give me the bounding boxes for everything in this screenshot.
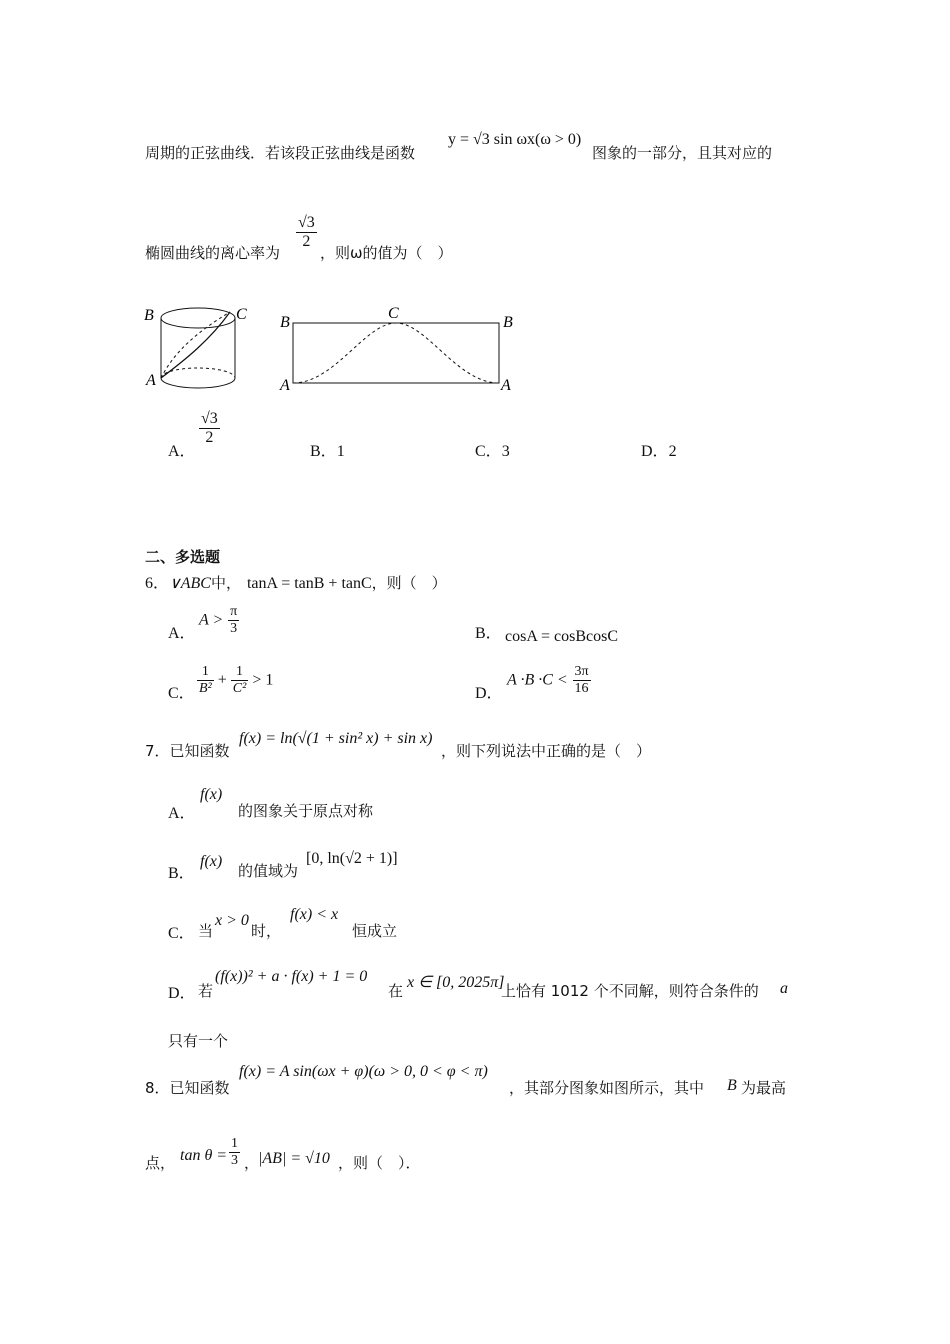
q7-optD-expr1: (f(x))² + a · f(x) + 1 = 0 bbox=[215, 968, 368, 985]
q6-optC bbox=[197, 664, 273, 697]
q7-optD-var: a bbox=[780, 980, 788, 997]
q7-stem-prefix: 7．已知函数 bbox=[145, 742, 230, 760]
q5-option-A-num: √3 bbox=[199, 410, 220, 429]
q8-stem-var: B bbox=[727, 1077, 737, 1094]
q5-option-C-label: C． bbox=[475, 443, 502, 460]
q7-optB-label: B． bbox=[168, 865, 195, 882]
q5-option-D-value: 2 bbox=[668, 443, 677, 460]
q6-optC-num2: 1 bbox=[231, 664, 249, 681]
q7-optB-range: [0, ln(√2 + 1)] bbox=[306, 850, 398, 867]
q6-optD-den: 16 bbox=[574, 681, 589, 697]
q5-option-A-label: A． bbox=[168, 443, 196, 460]
q7-optD-text3: 上恰有 1012 个不同解，则符合条件的 bbox=[501, 982, 759, 1000]
q8-ab-expr: |AB| = √10 bbox=[258, 1150, 330, 1167]
q6-optC-den2: C² bbox=[232, 681, 247, 697]
cyl-label-A: A bbox=[146, 372, 156, 389]
q5-option-B bbox=[310, 438, 345, 461]
section-heading: 二、多选题 bbox=[145, 548, 221, 566]
q6-optD-label: D． bbox=[475, 685, 503, 702]
q6-optC-plus: + bbox=[217, 671, 227, 689]
q6-optD bbox=[507, 664, 591, 697]
q5-option-B-value: 1 bbox=[336, 443, 345, 460]
q5-option-C bbox=[475, 438, 510, 461]
q6-optC-rest: > 1 bbox=[252, 671, 274, 689]
q8-tan-den: 3 bbox=[231, 1153, 238, 1169]
q6-optA-den: 3 bbox=[230, 621, 238, 637]
q5-ecc-num: √3 bbox=[296, 214, 317, 233]
cyl-label-B: B bbox=[144, 307, 154, 324]
q5-option-B-label: B． bbox=[310, 443, 337, 460]
q8-tan-fraction bbox=[229, 1136, 240, 1169]
q7-optA-expr: f(x) bbox=[200, 786, 223, 803]
rect-label-B-right: B bbox=[503, 314, 513, 331]
q8-stem-suffix2: 为最高 bbox=[741, 1079, 787, 1097]
q6-number: 6． bbox=[145, 575, 170, 592]
q8-comma: ， bbox=[244, 1154, 260, 1172]
q8-line2-suffix: ，则（ ）． bbox=[338, 1154, 421, 1172]
q7-optA-text: 的图象关于原点对称 bbox=[238, 802, 374, 820]
cylinder-figure bbox=[140, 300, 260, 395]
q6-optC-label: C． bbox=[168, 685, 195, 702]
q6-stem-suffix: ，则（ ） bbox=[371, 574, 447, 592]
rect-label-A-right: A bbox=[501, 377, 511, 394]
q5-line2-suffix: ，则ω的值为（ ） bbox=[320, 244, 453, 262]
q6-optD-expr: A ·B ·C < bbox=[507, 671, 568, 689]
q7-optD-label: D． bbox=[168, 985, 196, 1002]
rect-label-C: C bbox=[388, 305, 399, 322]
q7-optC-label: C． bbox=[168, 925, 195, 942]
q5-option-A-den: 2 bbox=[205, 429, 214, 447]
q8-stem-prefix: 8．已知函数 bbox=[145, 1079, 230, 1097]
q7-optA-label: A． bbox=[168, 805, 196, 822]
q5-ecc-den: 2 bbox=[302, 233, 311, 251]
q7-optD-line2: 只有一个 bbox=[168, 1032, 229, 1050]
rect-label-B-left: B bbox=[280, 314, 290, 331]
q5-option-D bbox=[641, 438, 677, 461]
q7-optC-text1: 当 bbox=[198, 922, 214, 940]
q5-line1-formula: y = √3 sin ωx(ω > 0) bbox=[448, 131, 582, 148]
q6-optC-den1: B² bbox=[199, 681, 212, 697]
q6-optA-expr: A > bbox=[199, 611, 224, 629]
q7-optB-expr: f(x) bbox=[200, 853, 223, 870]
q5-line1-suffix: 图象的一部分，且其对应的 bbox=[592, 144, 773, 162]
q6-stem-formula: tanA = tanB + tanC bbox=[246, 575, 372, 592]
q8-stem-suffix1: ，其部分图象如图所示，其中 bbox=[509, 1079, 705, 1097]
q5-option-A-value bbox=[199, 410, 220, 448]
q8-tan-expr: tan θ = bbox=[180, 1147, 228, 1164]
cyl-label-C: C bbox=[236, 306, 247, 323]
rect-label-A-left: A bbox=[280, 377, 290, 394]
q6-triangle: ∨ABC bbox=[169, 575, 211, 592]
q6-optC-num1: 1 bbox=[197, 664, 214, 681]
q8-line2-prefix: 点， bbox=[145, 1154, 176, 1172]
q7-optD-expr2: x ∈ [0, 2025π] bbox=[407, 974, 505, 991]
q7-optC-text3: 恒成立 bbox=[352, 922, 398, 940]
q7-optD-text2: 在 bbox=[388, 982, 404, 1000]
q7-optD-text1: 若 bbox=[198, 982, 214, 1000]
q6-optA bbox=[199, 604, 239, 637]
q6-stem-mid: 中， bbox=[210, 574, 241, 592]
q7-stem-formula: f(x) = ln(√(1 + sin² x) + sin x) bbox=[239, 730, 433, 747]
q5-line2-prefix: 椭圆曲线的离心率为 bbox=[145, 244, 281, 262]
q8-tan-num: 1 bbox=[229, 1136, 240, 1153]
q7-optC-expr1: x > 0 bbox=[215, 912, 249, 929]
q7-optB-text: 的值域为 bbox=[238, 862, 299, 880]
q5-option-D-label: D． bbox=[641, 443, 669, 460]
q8-stem-formula: f(x) = A sin(ωx + φ)(ω > 0, 0 < φ < π) bbox=[239, 1063, 488, 1080]
q6-optA-label: A． bbox=[168, 625, 196, 642]
unrolled-rectangle-figure bbox=[275, 300, 525, 395]
q5-line1-prefix: 周期的正弦曲线．若该段正弦曲线是函数 bbox=[145, 144, 416, 162]
q7-optC-text2: 时， bbox=[251, 922, 282, 940]
q6-stem bbox=[145, 570, 447, 593]
q5-eccentricity bbox=[296, 214, 317, 252]
q6-optD-num: 3π bbox=[573, 664, 591, 681]
q6-optB-label: B． bbox=[475, 625, 502, 642]
q6-optA-num: π bbox=[228, 604, 239, 621]
q5-option-C-value: 3 bbox=[501, 443, 510, 460]
q6-optB-expr: cosA = cosBcosC bbox=[505, 628, 619, 645]
q7-optC-expr2: f(x) < x bbox=[290, 906, 339, 923]
q7-stem-suffix: ，则下列说法中正确的是（ ） bbox=[441, 742, 652, 760]
